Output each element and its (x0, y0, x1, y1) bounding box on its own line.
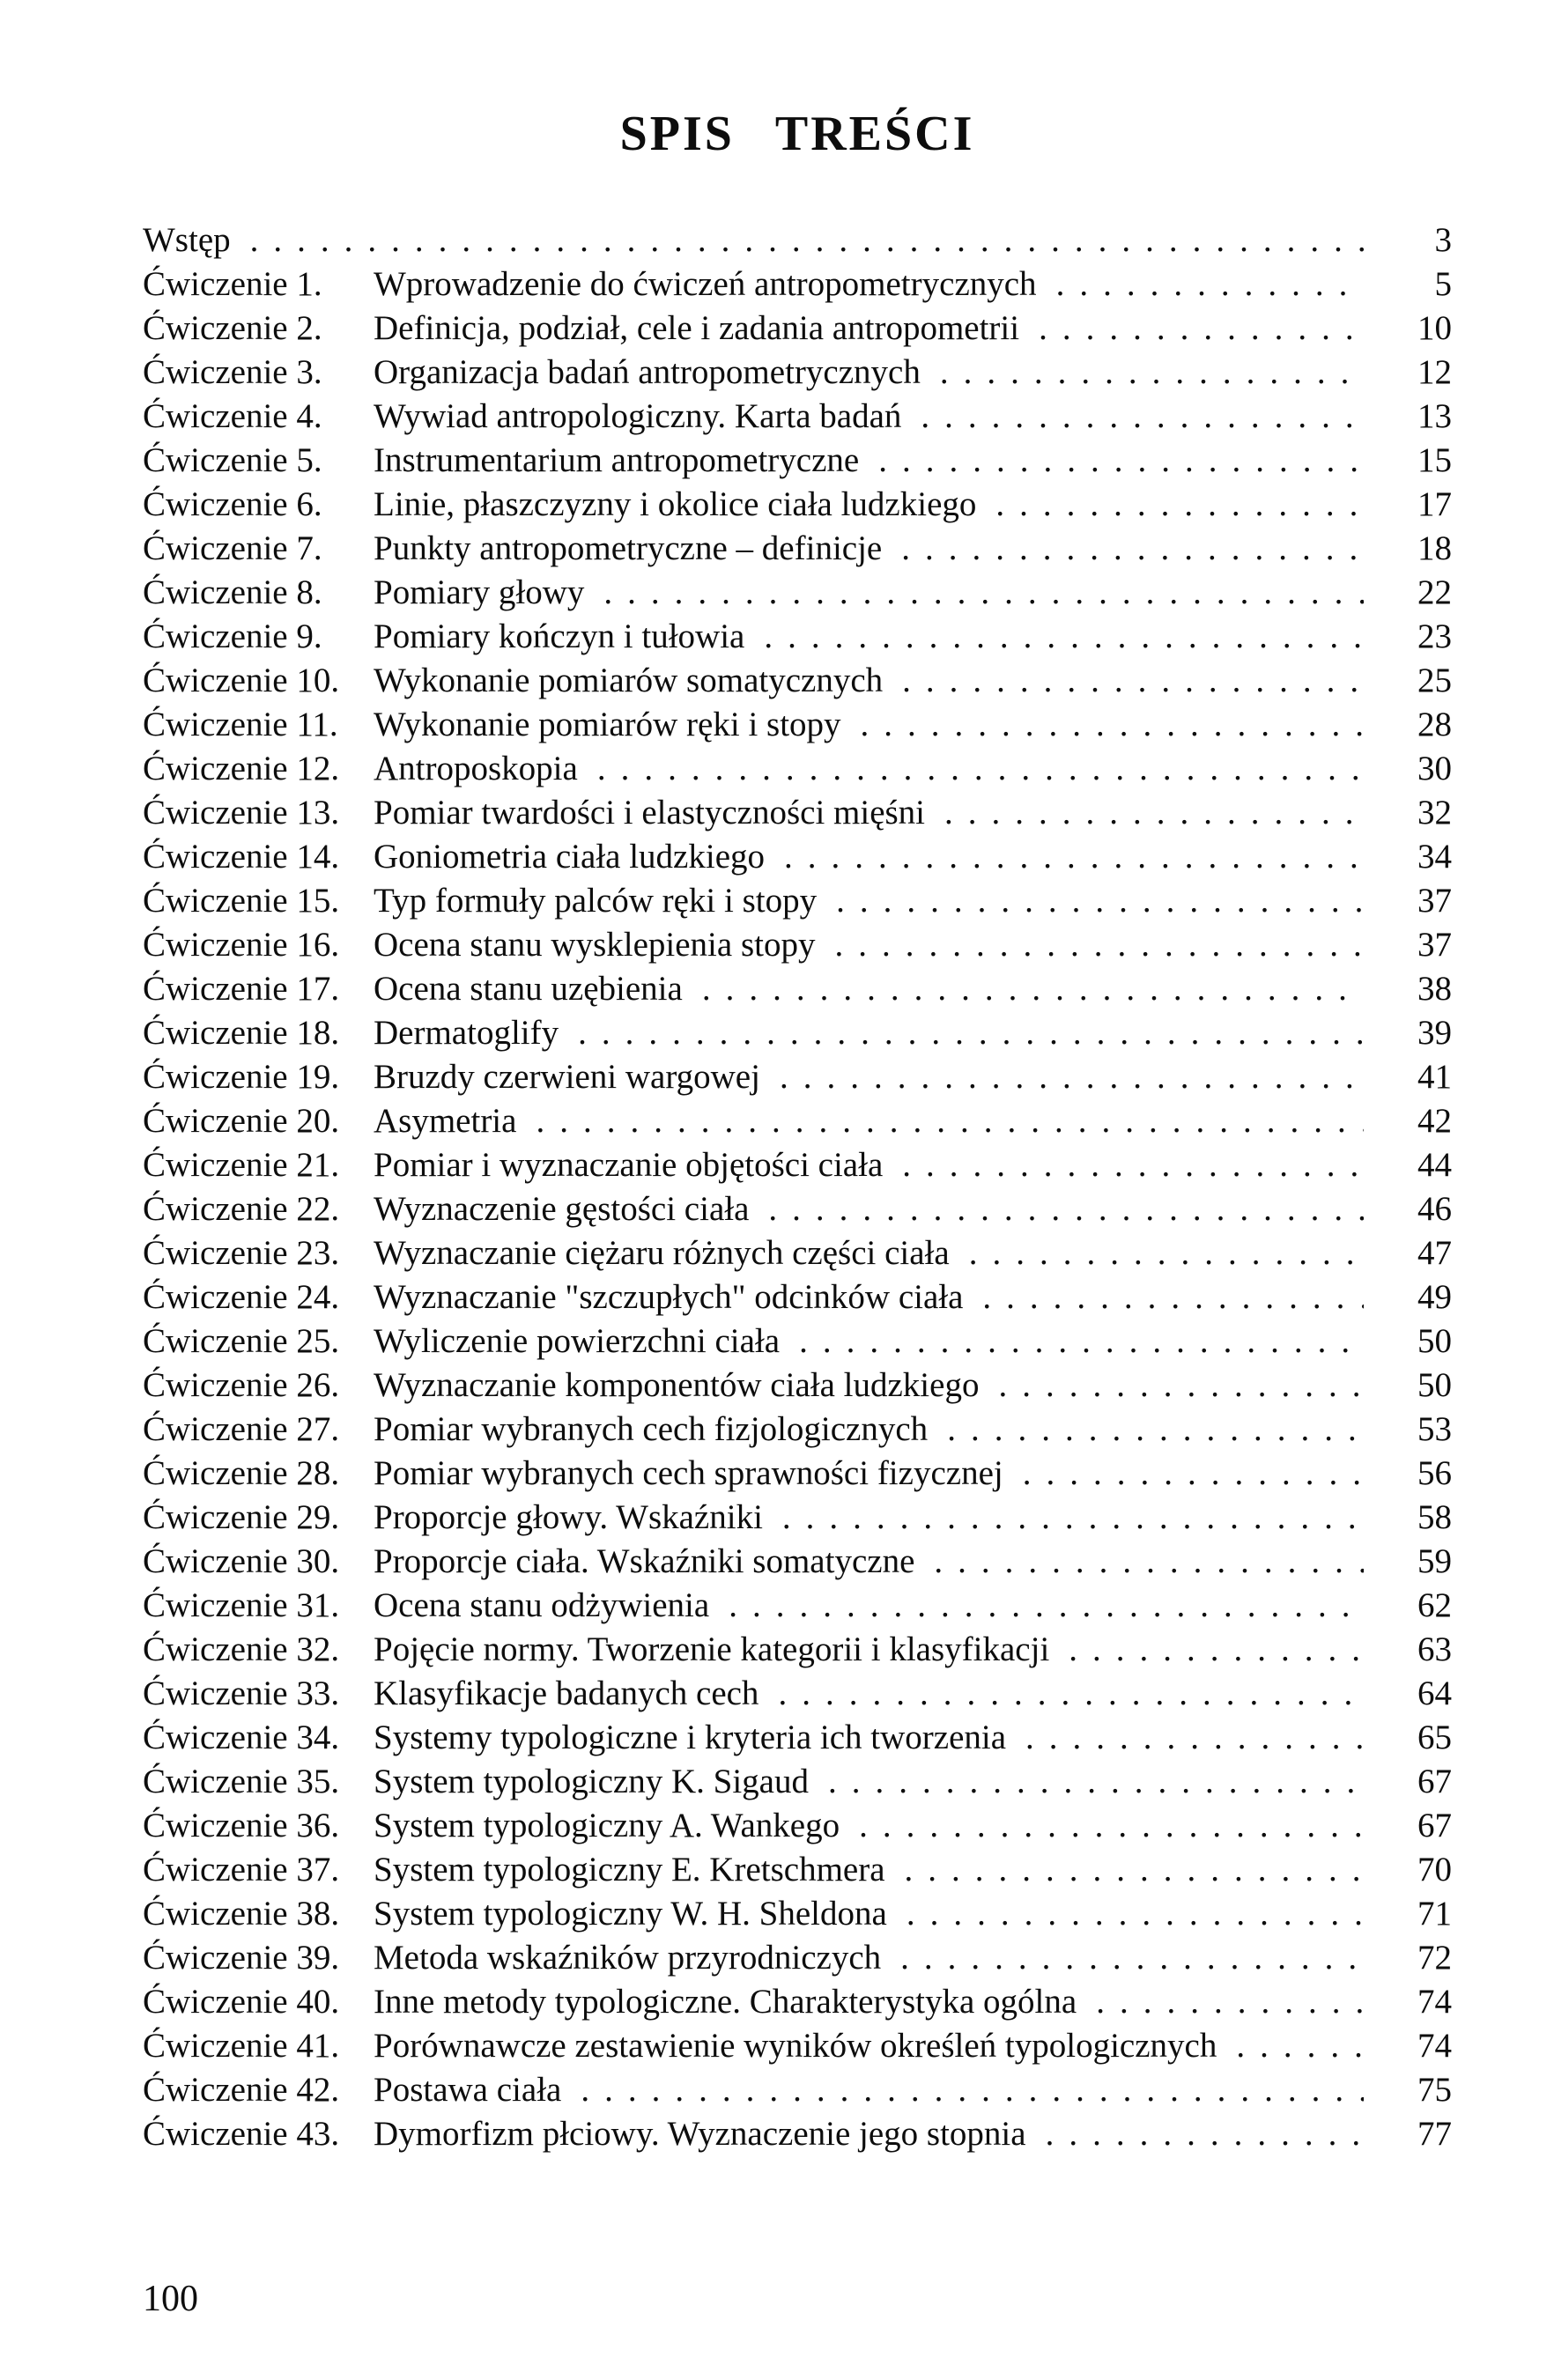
toc-entry-page: 72 (1417, 1939, 1452, 1977)
dot-leader (940, 351, 1364, 395)
dot-leader (778, 1672, 1364, 1716)
toc-entry-label: Ćwiczenie 25. (143, 1322, 340, 1360)
toc-entry-page: 67 (1417, 1763, 1452, 1800)
toc-entry (143, 1540, 1452, 1584)
toc-entry-page: 39 (1417, 1014, 1452, 1052)
dot-leader (250, 218, 1364, 262)
toc-entry-page: 3 (1434, 221, 1452, 259)
toc-entry-label: Ćwiczenie 35. (143, 1763, 340, 1800)
toc-entry-label: Ćwiczenie 15. (143, 882, 340, 920)
dot-leader (878, 439, 1364, 483)
dot-leader (901, 527, 1364, 571)
toc-entry-label: Ćwiczenie 14. (143, 838, 340, 876)
dot-leader (944, 791, 1364, 835)
toc-entry-page: 17 (1417, 485, 1452, 523)
toc-entry-label: Ćwiczenie 21. (143, 1146, 340, 1184)
dot-leader (1069, 1628, 1364, 1672)
dot-leader (782, 1496, 1364, 1540)
toc-entry-page: 12 (1417, 353, 1452, 391)
toc-entry-title: Pomiar wybranych cech sprawności fizycznej (374, 1454, 1003, 1492)
toc-entry-page: 53 (1417, 1410, 1452, 1448)
toc-entry-page: 38 (1417, 970, 1452, 1008)
dot-leader (597, 747, 1364, 791)
toc-entry-label: Ćwiczenie 1. (143, 265, 322, 303)
toc-entry-label: Ćwiczenie 9. (143, 617, 322, 655)
toc-entry-page: 47 (1417, 1234, 1452, 1272)
toc-entry-label: Ćwiczenie 18. (143, 1014, 340, 1052)
dot-leader (1056, 262, 1364, 307)
toc-entry-title: Punkty antropometryczne – definicje (374, 529, 883, 567)
toc-entry-page: 34 (1417, 838, 1452, 876)
toc-entry-page: 46 (1417, 1190, 1452, 1228)
toc-entry-title: Asymetria (374, 1102, 517, 1140)
dot-leader (834, 923, 1364, 967)
toc-entry-page: 30 (1417, 750, 1452, 787)
toc-entry (143, 1672, 1452, 1716)
toc-entry-label: Ćwiczenie 43. (143, 2115, 340, 2153)
dot-leader (780, 1055, 1364, 1099)
toc-entry-page: 65 (1417, 1718, 1452, 1756)
toc-entry-label: Ćwiczenie 24. (143, 1278, 340, 1316)
toc-entry-title: Klasyfikacje badanych cech (374, 1674, 759, 1712)
toc-entry-page: 56 (1417, 1454, 1452, 1492)
toc-entry-page: 67 (1417, 1807, 1452, 1844)
toc-entry-page: 70 (1417, 1851, 1452, 1888)
toc-entry (143, 218, 1452, 262)
toc-entry-label: Ćwiczenie 36. (143, 1807, 340, 1844)
toc-entry (143, 527, 1452, 571)
toc-entry-label: Ćwiczenie 39. (143, 1939, 340, 1977)
dot-leader (921, 395, 1364, 439)
toc-entry-label: Ćwiczenie 27. (143, 1410, 340, 1448)
dot-leader (934, 1540, 1364, 1584)
toc-entry (143, 1980, 1452, 2024)
toc-entry (143, 439, 1452, 483)
dot-leader (998, 1364, 1364, 1408)
toc-entry (143, 879, 1452, 923)
toc-entry-title: Linie, płaszczyzny i okolice ciała ludzkiego (374, 485, 977, 523)
toc-entry-label: Ćwiczenie 11. (143, 706, 338, 743)
dot-leader (784, 835, 1364, 879)
toc-entry-page: 32 (1417, 794, 1452, 832)
toc-entry-title: Goniometria ciała ludzkiego (374, 838, 766, 876)
toc-entry (143, 835, 1452, 879)
toc-entry (143, 1364, 1452, 1408)
toc-entry-page: 50 (1417, 1322, 1452, 1360)
toc-entry-label: Ćwiczenie 34. (143, 1718, 340, 1756)
toc-entry-page: 42 (1417, 1102, 1452, 1140)
toc-entry-title: Pomiary kończyn i tułowia (374, 617, 745, 655)
dot-leader (799, 1319, 1364, 1364)
toc-entry-title: Pomiar i wyznaczanie objętości ciała (374, 1146, 884, 1184)
toc-entry (143, 2112, 1452, 2156)
dot-leader (828, 1760, 1364, 1804)
toc-entry (143, 1760, 1452, 1804)
dot-leader (1236, 2024, 1364, 2068)
toc-entry (143, 791, 1452, 835)
toc-entry-label: Ćwiczenie 19. (143, 1058, 340, 1096)
toc-entry-page: 22 (1417, 573, 1452, 611)
toc-entry-label: Ćwiczenie 26. (143, 1366, 340, 1404)
toc-entry-title: Proporcje ciała. Wskaźniki somatyczne (374, 1542, 915, 1580)
toc-entry-title: Pomiar twardości i elastyczności mięśni (374, 794, 926, 832)
dot-leader (902, 659, 1364, 703)
toc-entry-title: Definicja, podział, cele i zadania antropometrii (374, 309, 1020, 347)
toc-entry-title: Ocena stanu wysklepienia stopy (374, 926, 816, 964)
toc-entry-title: System typologiczny W. H. Sheldona (374, 1895, 887, 1933)
toc-entry (143, 1892, 1452, 1936)
toc-entry-label: Ćwiczenie 31. (143, 1586, 340, 1624)
toc-entry-title: Pomiary głowy (374, 573, 585, 611)
dot-leader (1025, 1716, 1364, 1760)
toc-entry (143, 967, 1452, 1011)
toc-entry-page: 5 (1434, 265, 1452, 303)
toc-entry (143, 1804, 1452, 1848)
toc-entry (143, 659, 1452, 703)
toc-entry-label: Ćwiczenie 5. (143, 441, 322, 479)
toc-entry-title: Postawa ciała (374, 2071, 562, 2109)
toc-entry-label: Ćwiczenie 33. (143, 1674, 340, 1712)
dot-leader (900, 1936, 1364, 1980)
toc-entry-page: 37 (1417, 926, 1452, 964)
dot-leader (836, 879, 1364, 923)
toc-entry-title: Wprowadzenie do ćwiczeń antropometrycznych (374, 265, 1037, 303)
toc-entry-title: System typologiczny E. Kretschmera (374, 1851, 885, 1888)
toc-entry (143, 1275, 1452, 1319)
toc-entry-page: 44 (1417, 1146, 1452, 1184)
toc-entry-label: Ćwiczenie 13. (143, 794, 340, 832)
toc-entry-page: 77 (1417, 2115, 1452, 2153)
toc-entry-page: 50 (1417, 1366, 1452, 1404)
page-title: SPIS TREŚCI (619, 107, 975, 161)
toc-entry-title: Inne metody typologiczne. Charakterystyka ogólna (374, 1983, 1077, 2021)
toc-entry (143, 1319, 1452, 1364)
toc-entry-title: Dermatoglify (374, 1014, 559, 1052)
toc-entry-title: Wyznaczanie "szczupłych" odcinków ciała (374, 1278, 964, 1316)
toc-entry (143, 1011, 1452, 1055)
toc-entry-title: Wyznaczanie komponentów ciała ludzkiego (374, 1366, 980, 1404)
toc-entry-page: 10 (1417, 309, 1452, 347)
toc-entry (143, 571, 1452, 615)
toc-entry-label: Ćwiczenie 40. (143, 1983, 340, 2021)
toc-entry (143, 2068, 1452, 2112)
toc-entry (143, 1496, 1452, 1540)
toc-entry-page: 15 (1417, 441, 1452, 479)
toc-entry (143, 483, 1452, 527)
dot-leader (902, 1143, 1364, 1187)
toc-entry (143, 1936, 1452, 1980)
dot-leader (1046, 2112, 1364, 2156)
toc-entry-title: Wywiad antropologiczny. Karta badań (374, 397, 902, 435)
toc-entry-title: Systemy typologiczne i kryteria ich tworzenia (374, 1718, 1007, 1756)
toc-entry-label: Ćwiczenie 8. (143, 573, 322, 611)
dot-leader (969, 1231, 1364, 1275)
toc-entry (143, 1055, 1452, 1099)
toc-entry-title: Wykonanie pomiarów ręki i stopy (374, 706, 841, 743)
toc-entry-label: Ćwiczenie 10. (143, 662, 340, 699)
toc-entry-title: Typ formuły palców ręki i stopy (374, 882, 818, 920)
toc-entry (143, 923, 1452, 967)
toc-entry-title: Antroposkopia (374, 750, 578, 787)
toc-entry-label: Ćwiczenie 17. (143, 970, 340, 1008)
toc-entry-title: Metoda wskaźników przyrodniczych (374, 1939, 882, 1977)
dot-leader (861, 703, 1364, 747)
toc-entry-page: 74 (1417, 2027, 1452, 2065)
toc-entry (143, 1408, 1452, 1452)
toc-entry-page: 62 (1417, 1586, 1452, 1624)
toc-entry (143, 1452, 1452, 1496)
dot-leader (905, 1848, 1364, 1892)
toc-entry-label: Ćwiczenie 7. (143, 529, 322, 567)
toc-entry-title: Ocena stanu odżywienia (374, 1586, 710, 1624)
toc-entry-page: 25 (1417, 662, 1452, 699)
toc-entry-label: Ćwiczenie 42. (143, 2071, 340, 2109)
toc-entry-title: Pojęcie normy. Tworzenie kategorii i klasyfikacji (374, 1630, 1050, 1668)
toc-entry-page: 49 (1417, 1278, 1452, 1316)
toc-entry-page: 41 (1417, 1058, 1452, 1096)
toc-entry-title: Instrumentarium antropometryczne (374, 441, 860, 479)
toc-entry (143, 2024, 1452, 2068)
toc-entry-label: Ćwiczenie 30. (143, 1542, 340, 1580)
toc-entry-title: Wyznaczenie gęstości ciała (374, 1190, 750, 1228)
toc-entry (143, 747, 1452, 791)
toc-entry-title: System typologiczny K. Sigaud (374, 1763, 809, 1800)
toc-entry (143, 1584, 1452, 1628)
dot-leader (1096, 1980, 1364, 2024)
toc-entry (143, 1716, 1452, 1760)
toc-entry-page: 71 (1417, 1895, 1452, 1933)
toc-entry-page: 37 (1417, 882, 1452, 920)
toc-entry-label: Ćwiczenie 6. (143, 485, 322, 523)
toc-entry-label: Ćwiczenie 32. (143, 1630, 340, 1668)
toc-entry-page: 63 (1417, 1630, 1452, 1668)
toc-entry-label: Ćwiczenie 20. (143, 1102, 340, 1140)
toc-entry-title: Pomiar wybranych cech fizjologicznych (374, 1410, 929, 1448)
toc-entry-label: Ćwiczenie 29. (143, 1498, 340, 1536)
toc-entry-page: 74 (1417, 1983, 1452, 2021)
toc-entry-label: Ćwiczenie 38. (143, 1895, 340, 1933)
toc-entry-title: Wykonanie pomiarów somatycznych (374, 662, 884, 699)
toc-entry-page: 75 (1417, 2071, 1452, 2109)
toc-entry-page: 13 (1417, 397, 1452, 435)
toc-entry-label: Ćwiczenie 2. (143, 309, 322, 347)
toc-entry (143, 395, 1452, 439)
toc-entry-label: Ćwiczenie 22. (143, 1190, 340, 1228)
dot-leader (1039, 307, 1364, 351)
dot-leader (702, 967, 1364, 1011)
toc-entry-page: 28 (1417, 706, 1452, 743)
dot-leader (1023, 1452, 1364, 1496)
toc-entry-label: Wstęp (143, 221, 231, 259)
toc-entry (143, 1143, 1452, 1187)
toc-entry (143, 615, 1452, 659)
toc-entry-label: Ćwiczenie 3. (143, 353, 322, 391)
dot-leader (764, 615, 1364, 659)
dot-leader (859, 1804, 1364, 1848)
toc-list (143, 218, 1452, 2156)
toc-entry-page: 64 (1417, 1674, 1452, 1712)
toc-entry-page: 58 (1417, 1498, 1452, 1536)
toc-entry-page: 18 (1417, 529, 1452, 567)
toc-entry-title: Wyliczenie powierzchni ciała (374, 1322, 781, 1360)
toc-entry-title: System typologiczny A. Wankego (374, 1807, 840, 1844)
toc-entry-page: 59 (1417, 1542, 1452, 1580)
toc-entry (143, 1187, 1452, 1231)
dot-leader (603, 571, 1364, 615)
toc-entry (143, 262, 1452, 307)
toc-entry-title: Wyznaczanie ciężaru różnych części ciała (374, 1234, 950, 1272)
toc-entry (143, 1628, 1452, 1672)
toc-entry (143, 1099, 1452, 1143)
toc-entry-label: Ćwiczenie 16. (143, 926, 340, 964)
toc-entry-title: Proporcje głowy. Wskaźniki (374, 1498, 763, 1536)
dot-leader (982, 1275, 1364, 1319)
dot-leader (578, 1011, 1364, 1055)
toc-entry-title: Dymorfizm płciowy. Wyznaczenie jego stopnia (374, 2115, 1026, 2153)
dot-leader (947, 1408, 1364, 1452)
toc-entry-title: Ocena stanu uzębienia (374, 970, 683, 1008)
dot-leader (906, 1892, 1364, 1936)
dot-leader (581, 2068, 1364, 2112)
toc-entry (143, 307, 1452, 351)
toc-entry (143, 1848, 1452, 1892)
dot-leader (768, 1187, 1364, 1231)
toc-entry (143, 351, 1452, 395)
toc-entry-label: Ćwiczenie 37. (143, 1851, 340, 1888)
dot-leader (536, 1099, 1364, 1143)
footer-page-number: 100 (143, 2279, 198, 2319)
toc-entry-title: Bruzdy czerwieni wargowej (374, 1058, 760, 1096)
toc-entry-label: Ćwiczenie 41. (143, 2027, 340, 2065)
toc-entry (143, 703, 1452, 747)
toc-entry-page: 23 (1417, 617, 1452, 655)
dot-leader (995, 483, 1364, 527)
toc-entry-label: Ćwiczenie 28. (143, 1454, 340, 1492)
toc-entry-label: Ćwiczenie 4. (143, 397, 322, 435)
toc-entry-title: Organizacja badań antropometrycznych (374, 353, 921, 391)
toc-entry-title: Porównawcze zestawienie wyników określeń typologicznych (374, 2027, 1217, 2065)
toc-entry-label: Ćwiczenie 12. (143, 750, 340, 787)
toc-entry-label: Ćwiczenie 23. (143, 1234, 340, 1272)
dot-leader (729, 1584, 1364, 1628)
toc-entry (143, 1231, 1452, 1275)
